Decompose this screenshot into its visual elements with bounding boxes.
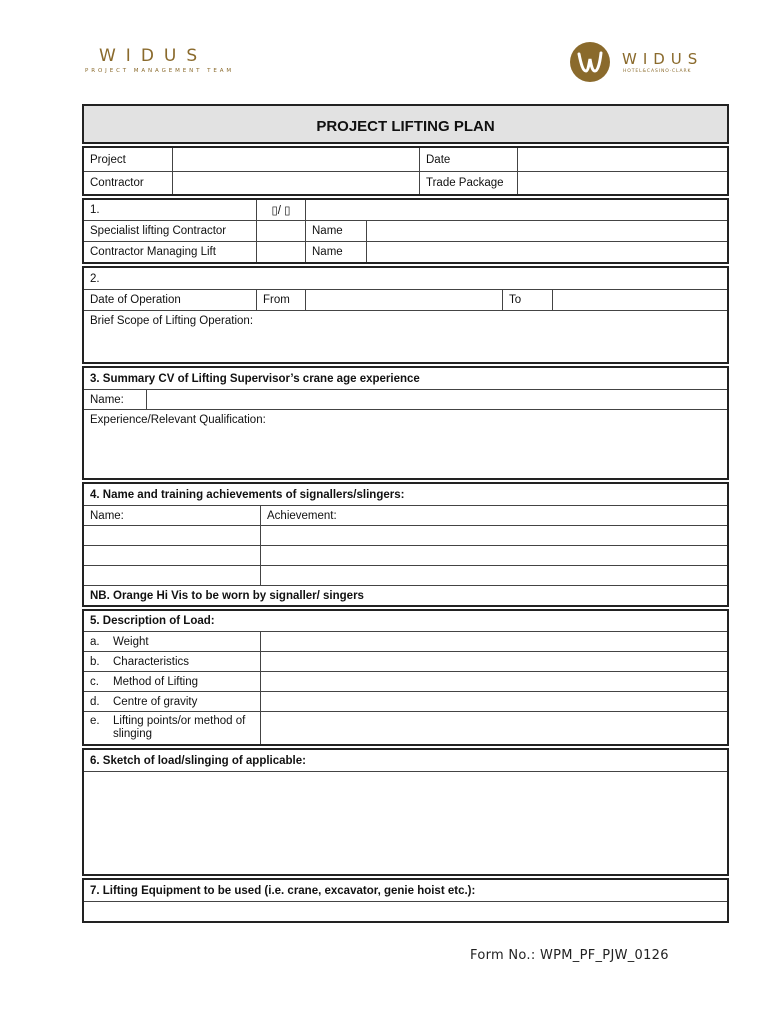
section-1-header-field[interactable] bbox=[305, 200, 727, 220]
project-label: Project bbox=[90, 153, 126, 166]
item-letter: a. bbox=[90, 635, 100, 648]
item-letter: d. bbox=[90, 695, 100, 708]
experience-field[interactable] bbox=[84, 410, 727, 478]
to-label: To bbox=[502, 290, 552, 310]
section-7 bbox=[82, 878, 729, 923]
section-3 bbox=[82, 366, 729, 480]
lifting-points-label: Lifting points/or method of slinging bbox=[113, 715, 246, 740]
list-item bbox=[84, 671, 727, 691]
table-row bbox=[84, 565, 727, 585]
method-of-lifting-label: Method of Lifting bbox=[113, 675, 199, 688]
checkbox-glyph: ▯/ ▯ bbox=[256, 200, 305, 220]
list-item bbox=[84, 631, 727, 651]
supervisor-name-field[interactable] bbox=[146, 390, 727, 409]
managing-contractor-field[interactable] bbox=[256, 242, 305, 262]
form-number: Form No.: WPM_PF_PJW_0126 bbox=[470, 948, 669, 963]
managing-contractor-label: Contractor Managing Lift bbox=[90, 246, 216, 258]
section-5 bbox=[82, 609, 729, 746]
specialist-name-field[interactable] bbox=[366, 221, 727, 241]
logo-wordmark: WIDUS bbox=[99, 46, 208, 66]
section-7-heading: 7. Lifting Equipment to be used (i.e. crane, excavator, genie hoist etc.): bbox=[90, 884, 476, 897]
section-1-number: 1. bbox=[90, 204, 100, 216]
section-5-heading: 5. Description of Load: bbox=[90, 615, 215, 627]
list-item bbox=[84, 691, 727, 711]
logo-project-management-team bbox=[85, 46, 245, 74]
centre-of-gravity-field[interactable] bbox=[260, 692, 727, 711]
brief-scope-label: Brief Scope of Lifting Operation: bbox=[90, 315, 254, 327]
from-date-field[interactable] bbox=[305, 290, 502, 310]
date-field[interactable] bbox=[517, 148, 727, 171]
date-label: Date bbox=[419, 148, 517, 171]
list-item bbox=[84, 711, 727, 744]
achievement-column-header: Achievement: bbox=[260, 506, 727, 525]
section-2 bbox=[82, 266, 729, 364]
logo-subtitle: PROJECT MANAGEMENT TEAM bbox=[85, 68, 235, 74]
project-field[interactable] bbox=[172, 148, 419, 171]
lifting-plan-form bbox=[82, 104, 729, 925]
section-3-heading: 3. Summary CV of Lifting Supervisor’s crane age experience bbox=[90, 372, 420, 385]
trade-package-field[interactable] bbox=[517, 172, 727, 194]
specialist-contractor-label: Specialist lifting Contractor bbox=[90, 225, 227, 237]
section-6-heading: 6. Sketch of load/slinging of applicable: bbox=[90, 754, 306, 767]
managing-name-field[interactable] bbox=[366, 242, 727, 262]
sketch-area[interactable] bbox=[84, 772, 727, 874]
brief-scope-field[interactable] bbox=[84, 311, 727, 362]
section-2-number: 2. bbox=[90, 272, 100, 285]
form-title: PROJECT LIFTING PLAN bbox=[316, 117, 495, 135]
logo-subtitle: HOTEL&CASINO·CLARK bbox=[623, 69, 692, 74]
experience-label: Experience/Relevant Qualification: bbox=[90, 414, 266, 426]
to-date-field[interactable] bbox=[552, 290, 727, 310]
specialist-contractor-field[interactable] bbox=[256, 221, 305, 241]
characteristics-field[interactable] bbox=[260, 652, 727, 671]
weight-field[interactable] bbox=[260, 632, 727, 651]
section-6 bbox=[82, 748, 729, 876]
signaller-name-field[interactable] bbox=[84, 546, 260, 565]
item-letter: c. bbox=[90, 675, 99, 688]
centre-of-gravity-label: Centre of gravity bbox=[113, 695, 198, 708]
list-item bbox=[84, 651, 727, 671]
trade-package-label: Trade Package bbox=[419, 172, 517, 194]
lifting-points-field[interactable] bbox=[260, 712, 727, 744]
project-info-section bbox=[82, 146, 729, 196]
item-letter: b. bbox=[90, 655, 100, 668]
signaller-achievement-field[interactable] bbox=[260, 526, 727, 545]
section-4 bbox=[82, 482, 729, 607]
table-row bbox=[84, 545, 727, 565]
contractor-label: Contractor bbox=[90, 177, 144, 189]
section-1 bbox=[82, 198, 729, 264]
hi-vis-note: NB. Orange Hi Vis to be worn by signaller/ singers bbox=[90, 589, 364, 602]
form-title-section bbox=[82, 104, 729, 144]
characteristics-label: Characteristics bbox=[113, 655, 190, 668]
logo-wordmark: WIDUS bbox=[622, 50, 704, 68]
table-row bbox=[84, 525, 727, 545]
from-label: From bbox=[256, 290, 305, 310]
section-4-heading: 4. Name and training achievements of signallers/slingers: bbox=[90, 488, 405, 501]
w-emblem-icon bbox=[570, 42, 610, 82]
supervisor-name-label: Name: bbox=[90, 393, 124, 406]
name-label: Name bbox=[305, 242, 366, 262]
signaller-achievement-field[interactable] bbox=[260, 566, 727, 585]
lifting-equipment-field[interactable] bbox=[84, 902, 727, 921]
date-of-operation-label: Date of Operation bbox=[90, 294, 181, 306]
signaller-name-field[interactable] bbox=[84, 526, 260, 545]
name-label: Name bbox=[305, 221, 366, 241]
signaller-name-field[interactable] bbox=[84, 566, 260, 585]
signaller-achievement-field[interactable] bbox=[260, 546, 727, 565]
weight-label: Weight bbox=[113, 635, 149, 648]
name-column-header: Name: bbox=[90, 509, 124, 522]
method-of-lifting-field[interactable] bbox=[260, 672, 727, 691]
contractor-field[interactable] bbox=[172, 172, 419, 194]
item-letter: e. bbox=[90, 715, 100, 727]
logo-hotel-casino bbox=[570, 42, 730, 82]
